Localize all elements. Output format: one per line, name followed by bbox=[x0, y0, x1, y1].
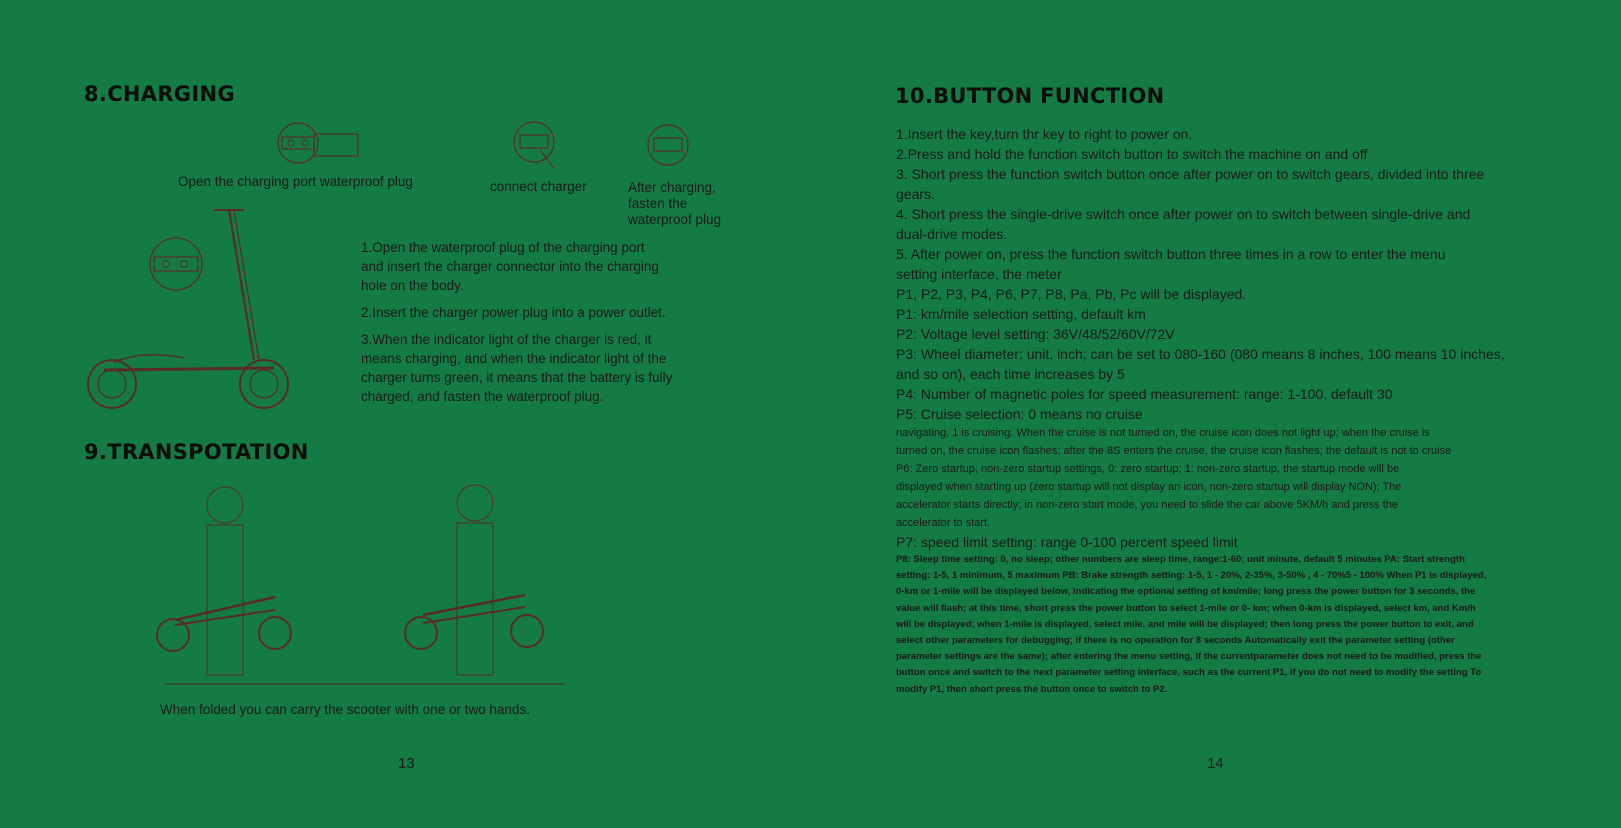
body-line: accelerator starts directly; in non-zero start mode, you need to slide the car above 5KM/h and press the bbox=[896, 499, 1398, 511]
body-line: will be displayed; when 1-mile is displayed, select mile, and mile will be displayed; then long press the power button to exit, and bbox=[896, 618, 1474, 630]
transport-heading: 9.TRANSPOTATION bbox=[84, 440, 309, 464]
body-line: parameter settings are the same); after entering the menu setting, if the currentparameter does not need to be modified, press the bbox=[896, 651, 1482, 663]
button-function-body bbox=[896, 124, 1556, 698]
open-plug-caption: Open the charging port waterproof plug bbox=[178, 174, 413, 189]
transport-caption: When folded you can carry the scooter with one or two hands. bbox=[160, 702, 530, 717]
fasten-plug-illustration bbox=[644, 124, 696, 168]
transport-illustration bbox=[155, 485, 565, 690]
body-line: setting: 1-5, 1 minimum, 5 maximum PB: Brake strength setting: 1-5, 1 - 20%, 2-35%, 3-50% , 4 - 70%5 - 100% When P1 is displayed, bbox=[896, 570, 1487, 582]
body-line: value will flash; at this time, short press the power button to select 1-mile or 0- km; when 0-km is displayed, select km, and Km/h bbox=[896, 602, 1476, 614]
body-line: modify P1, then short press the button once to switch to P2. bbox=[896, 683, 1168, 695]
body-line: button once and switch to the next parameter setting interface, such as the current P1, if you do not need to modify the setting To bbox=[896, 667, 1482, 679]
connect-charger-illustration bbox=[510, 120, 570, 172]
body-line: P7: speed limit setting: range 0-100 percent speed limit bbox=[896, 534, 1238, 550]
body-line: and so on), each time increases by 5 bbox=[896, 366, 1125, 382]
body-line: 4. Short press the single-drive switch once after power on to switch between single-drive and bbox=[896, 206, 1471, 222]
body-line: accelerator to start. bbox=[896, 517, 991, 529]
charging-port-illustration bbox=[276, 122, 366, 166]
page-number-left: 13 bbox=[398, 755, 415, 772]
body-line: P1: km/mile selection setting, default km bbox=[896, 306, 1146, 322]
body-line: 0-km or 1-mile will be displayed below, indicating the optional setting of km/mile; long press the power button for 3 seconds, the bbox=[896, 586, 1476, 598]
button-function-heading: 10.BUTTON FUNCTION bbox=[895, 84, 1165, 108]
scooter-illustration bbox=[84, 200, 294, 415]
charging-step-3: 3.When the indicator light of the charger is red, it means charging, and when the indicator light of the charger turns green, it means that the battery is fully charged, and fasten the waterproof plug. bbox=[361, 332, 673, 404]
body-line: P4: Number of magnetic poles for speed measurement: range: 1-100, default 30 bbox=[896, 386, 1393, 402]
connect-charger-caption: connect charger bbox=[490, 179, 587, 194]
body-line: P5: Cruise selection: 0 means no cruise bbox=[896, 406, 1143, 422]
body-line: 3. Short press the function switch button once after power on to switch gears, divided into three bbox=[896, 166, 1485, 182]
body-line: turned on, the cruise icon flashes; after the 8S enters the cruise, the cruise icon flashes; the default is not to cruise bbox=[896, 445, 1452, 457]
page-number-right: 14 bbox=[1207, 755, 1224, 772]
charging-heading: 8.CHARGING bbox=[84, 82, 235, 106]
body-line: P1, P2, P3, P4, P6, P7, P8, Pa, Pb, Pc will be displayed. bbox=[896, 286, 1247, 302]
body-line: P8: Sleep time setting: 0, no sleep; other numbers are sleep time, range:1-60; unit minute, default 5 minutes PA: Start strength bbox=[896, 554, 1465, 565]
body-line: 5. After power on, press the function switch button three times in a row to enter the menu bbox=[896, 246, 1446, 262]
body-line: P3: Wheel diameter: unit, inch; can be set to 080-160 (080 means 8 inches, 100 means 10 inches, bbox=[896, 346, 1505, 362]
body-line: select other parameters for debugging; if there is no operation for 8 seconds Automatically exit the parameter setting (other bbox=[896, 635, 1455, 647]
body-line: dual-drive modes. bbox=[896, 226, 1008, 242]
charging-step-2: 2.Insert the charger power plug into a power outlet. bbox=[361, 305, 666, 320]
body-line: navigating, 1 is cruising. When the cruise is not turned on, the cruise icon does not light up; when the cruise is bbox=[896, 427, 1430, 439]
body-line: 1.Insert the key,turn thr key to right to power on. bbox=[896, 126, 1193, 142]
body-line: displayed when starting up (zero startup will not display an icon, non-zero startup will display NON); The bbox=[896, 481, 1402, 493]
after-charging-caption: After charging, fasten the waterproof plug bbox=[628, 180, 722, 227]
body-line: P2: Voltage level setting: 36V/48/52/60V/72V bbox=[896, 326, 1175, 342]
body-line: 2.Press and hold the function switch button to switch the machine on and off bbox=[896, 146, 1368, 162]
charging-steps bbox=[361, 238, 672, 406]
body-line: gears. bbox=[896, 186, 935, 202]
charging-step-1: 1.Open the waterproof plug of the charging port and insert the charger connector into the charging hole on the body. bbox=[361, 240, 659, 293]
body-line: P6: Zero startup, non-zero startup settings, 0: zero startup; 1: non-zero startup, the startup mode will be bbox=[896, 463, 1400, 475]
body-line: setting interface, the meter bbox=[896, 266, 1062, 282]
